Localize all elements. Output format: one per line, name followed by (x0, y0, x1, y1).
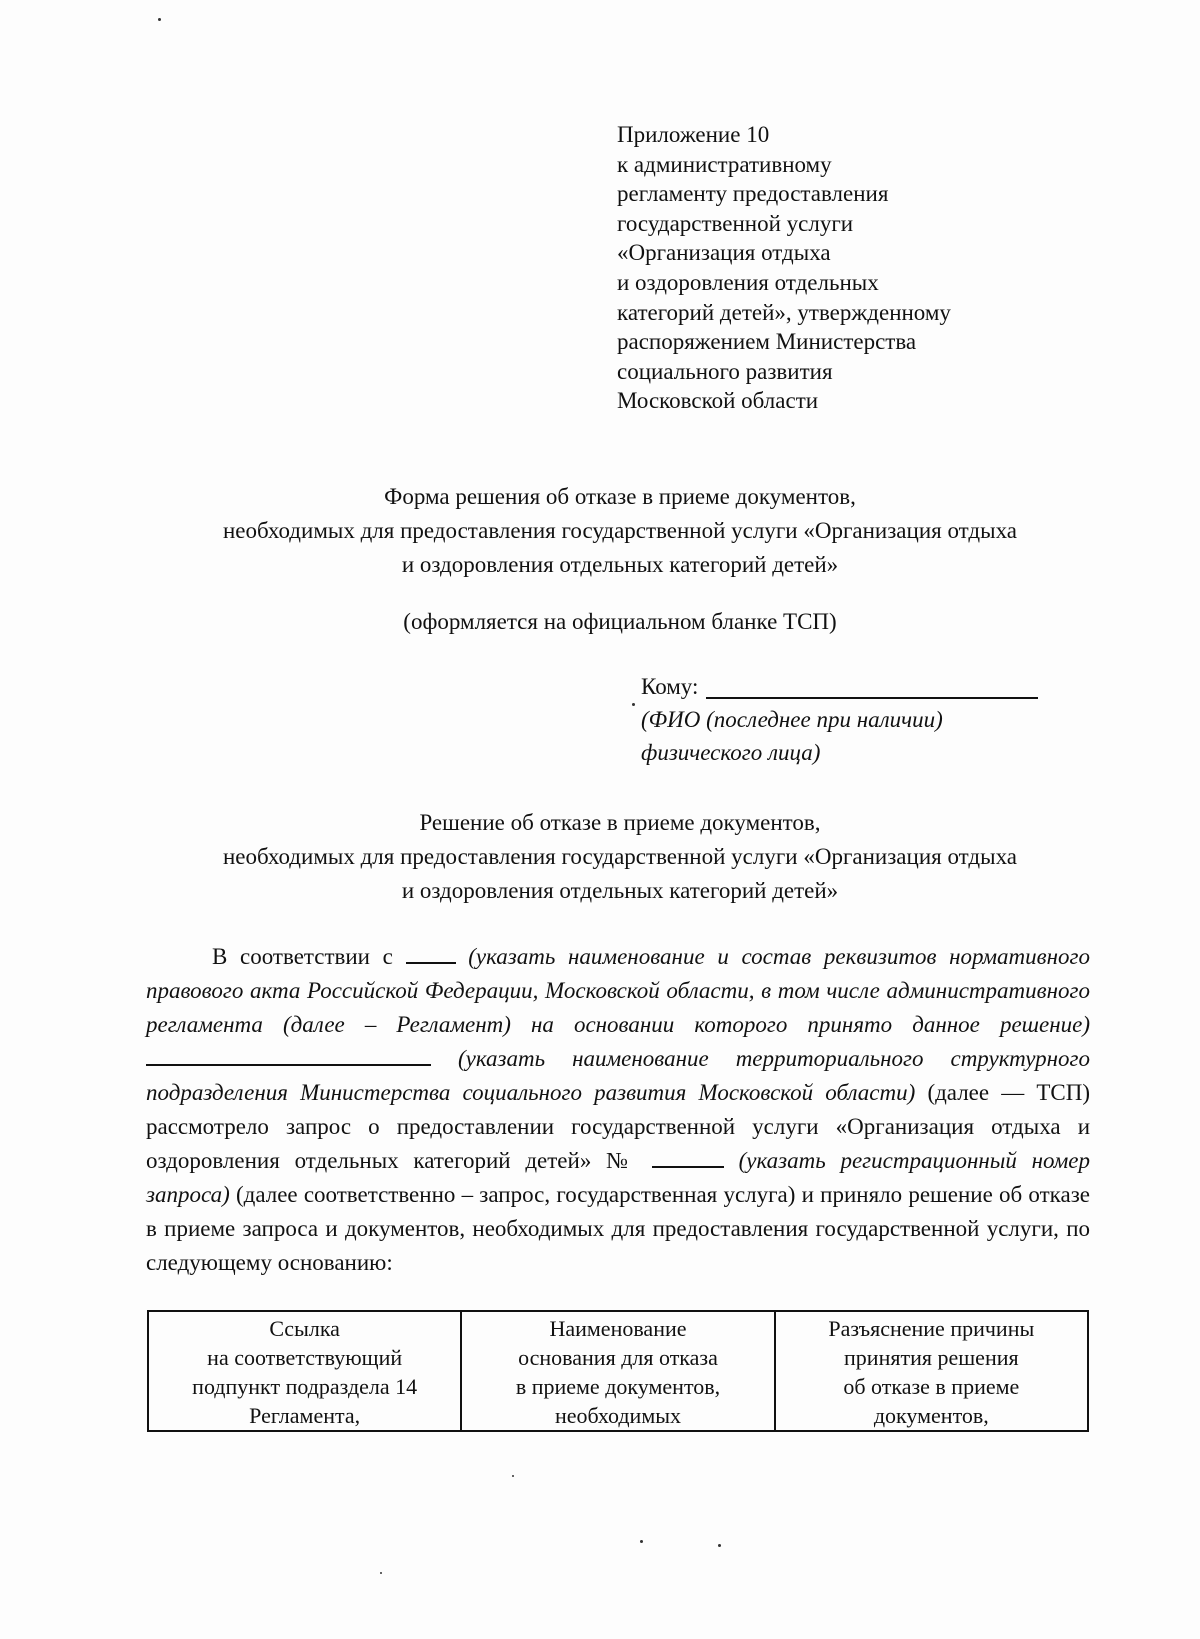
recipient-hint-line1: (ФИО (последнее при наличии) (641, 707, 943, 732)
decision-title-line: и оздоровления отдельных категорий детей» (401, 878, 839, 903)
appendix-line: к административному (617, 151, 832, 177)
recipient-blank-line (706, 675, 1038, 699)
header-line: в приеме документов, (515, 1374, 721, 1399)
table-header-cell-ground (461, 1311, 774, 1431)
form-title-line: Форма решения об отказе в приеме документов, (384, 484, 856, 509)
scan-speck (380, 1572, 382, 1574)
header-line: Ссылка (269, 1316, 340, 1341)
header-line: на соответствующий (207, 1345, 403, 1370)
body-part2: (указать наименование и состав реквизитов нормативного правового акта Российской Федерации, Московской области, в том числе административного регламента (далее – Регламент) на основании которого принято данное решение) (146, 944, 1091, 1037)
scan-speck (632, 703, 635, 706)
decision-title-line: Решение об отказе в приеме документов, (419, 810, 821, 835)
recipient-hint-line2: физического лица) (641, 740, 821, 765)
blank-field-tsp (146, 1044, 431, 1066)
body-part4: (далее — ТСП) рассмотрело запрос о предоставлении государственной услуги «Организация отдыха и оздоровления отдельных категорий детей» № (146, 1080, 1091, 1173)
form-title-line: и оздоровления отдельных категорий детей» (401, 552, 839, 577)
blank-field-request-number (652, 1146, 724, 1168)
header-line: Регламента, (249, 1403, 361, 1428)
appendix-header (617, 120, 1057, 416)
body-part3: (указать наименование территориального структурного подразделения Министерства социального развития Московской области) (146, 1046, 1090, 1105)
recipient-row (641, 670, 1061, 703)
body-part1: В соответствии с (212, 944, 393, 969)
header-line: документов, (873, 1403, 989, 1428)
decision-title-line: необходимых для предоставления государственной услуги «Организация отдыха (223, 844, 1017, 869)
header-line: Разъяснение причины (828, 1316, 1035, 1341)
table-header-cell-reference (148, 1311, 461, 1431)
table-header-row (148, 1311, 1088, 1431)
table-header-cell-explanation (775, 1311, 1088, 1431)
header-line: подпункт подраздела 14 (192, 1374, 418, 1399)
appendix-line: Московской области (617, 388, 819, 414)
appendix-line: Приложение 10 (617, 122, 770, 147)
blank-note (100, 605, 1140, 639)
scan-speck (718, 1544, 721, 1547)
appendix-line: категорий детей», утвержденному (617, 299, 951, 325)
header-line: необходимых (554, 1403, 682, 1428)
blank-note-text: (оформляется на официальном бланке ТСП) (403, 609, 837, 634)
appendix-line: и оздоровления отдельных (617, 269, 879, 295)
scan-speck (158, 18, 161, 21)
recipient-label: Кому: (641, 674, 699, 699)
recipient-block (641, 670, 1061, 769)
appendix-line: социального развития (617, 358, 833, 384)
body-part5: (указать регистрационный номер запроса) (146, 1148, 1091, 1207)
decision-body (146, 940, 1090, 1280)
scan-speck (640, 1540, 643, 1543)
header-line: об отказе в приеме (843, 1374, 1020, 1399)
appendix-line: регламенту предоставления (617, 181, 889, 207)
grounds-table-wrap (147, 1310, 1089, 1432)
decision-paragraph (146, 940, 1090, 1280)
appendix-line: «Организация отдыха (617, 240, 831, 266)
form-title-line: необходимых для предоставления государственной услуги «Организация отдыха (223, 518, 1017, 543)
scan-speck (512, 1475, 514, 1477)
decision-title (100, 806, 1140, 908)
header-line: Наименование (549, 1316, 687, 1341)
grounds-table (147, 1310, 1089, 1432)
body-part6: (далее соответственно – запрос, государственная услуга) и приняло решение об отказе в приеме запроса и документов, необходимых для предоставления государственной услуги, по следующему основанию: (146, 1182, 1090, 1275)
appendix-line: распоряжением Министерства (617, 329, 917, 355)
header-line: основания для отказа (518, 1345, 718, 1370)
blank-field-act (406, 942, 456, 964)
appendix-line: государственной услуги (617, 210, 854, 236)
header-line: принятия решения (844, 1345, 1019, 1370)
form-title (100, 480, 1140, 582)
